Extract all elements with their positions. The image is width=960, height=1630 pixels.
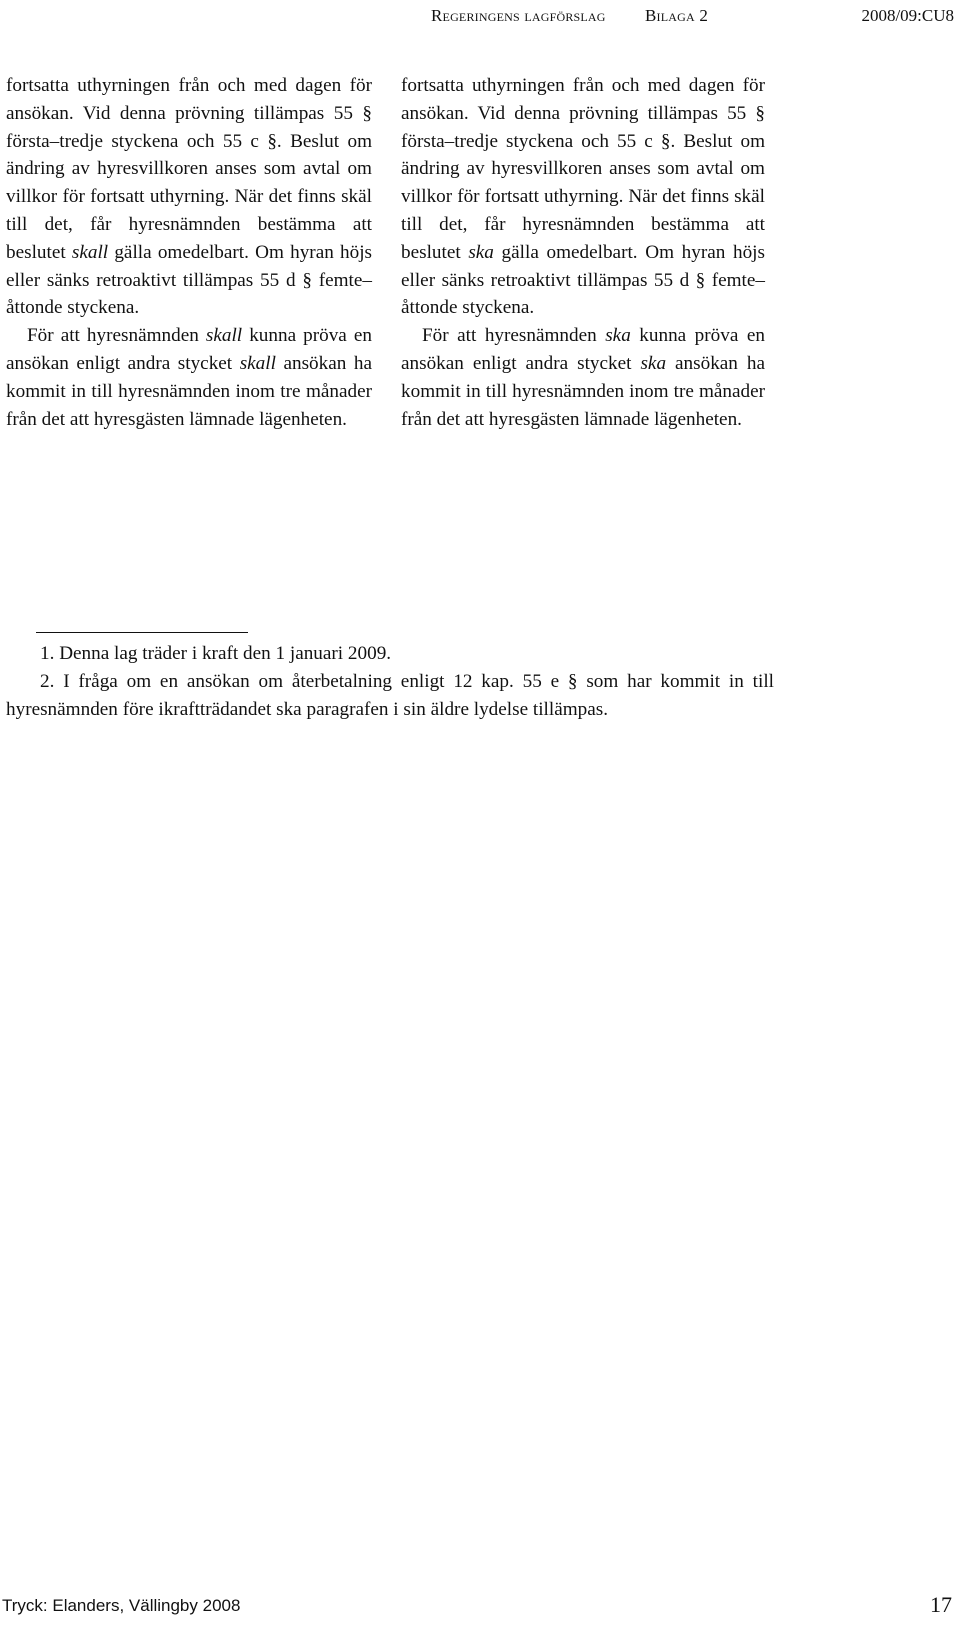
emphasis-text: ska [605,325,631,347]
transitional-provisions [6,640,774,723]
emphasis-text: skall [71,241,109,263]
current-wording-paragraph-2 [6,322,372,433]
proposed-wording-column [401,72,765,433]
text-run: ansökan ha kommit in till hyresnämnden inom tre månader från det att hyresgästen lämnade lägenheten. [6,352,372,430]
header-appendix: Bilaga 2 [645,6,709,25]
text-run: gälla omedelbart. Om hyran höjs eller sänks retroaktivt tillämpas 55 d § femte–åttonde styckena. [401,241,765,319]
transitional-item-2: 2. I fråga om en ansökan om återbetalning enligt 12 kap. 55 e § som har kommit in till hyresnämnden före ikraftträdandet ska paragrafen i sin äldre lydelse tillämpas. [6,670,774,720]
header-publication: Regeringens lagförslag [431,6,606,25]
text-run: För att hyresnämnden [27,325,206,347]
emphasis-text: skall [205,325,243,347]
current-wording-paragraph-1 [6,72,372,322]
emphasis-text: ska [468,241,494,263]
current-wording-column [6,72,372,433]
text-run: ansökan ha kommit in till hyresnämnden inom tre månader från det att hyresgästen lämnade lägenheten. [401,352,765,430]
page-header [0,6,960,34]
proposed-wording-paragraph-1 [401,72,765,322]
text-run: gälla omedelbart. Om hyran höjs eller sänks retroaktivt tillämpas 55 d § femte–åttonde styckena. [6,241,372,319]
printer-imprint: Tryck: Elanders, Vällingby 2008 [2,1596,241,1615]
page-number: 17 [930,1592,952,1617]
text-run: kunna pröva en ansökan enligt andra stycket [6,325,372,374]
proposed-wording-paragraph-2 [401,322,765,433]
text-run: fortsatta uthyrningen från och med dagen för ansökan. Vid denna prövning tillämpas 55 § första–tredje styckena och 55 c §. Beslut om ändring av hyresvillkoren anses som avtal om villkor för fortsatt uthyrning. När det finns skäl till det, får hyresnämnden bestämma att beslutet [401,75,765,263]
text-run: fortsatta uthyrningen från och med dagen för ansökan. Vid denna prövning tillämpas 55 § första–tredje styckena och 55 c §. Beslut om ändring av hyresvillkoren anses som avtal om villkor för fortsatt uthyrning. När det finns skäl till det, får hyresnämnden bestämma att beslutet [6,75,372,263]
emphasis-text: skall [239,352,276,374]
transitional-item-1: 1. Denna lag träder i kraft den 1 januari 2009. [40,643,392,664]
emphasis-text: ska [640,352,667,374]
section-divider [36,632,248,633]
text-run: kunna pröva en ansökan enligt andra stycket [401,325,765,374]
text-run: För att hyresnämnden [422,325,606,347]
header-document-id: 2008/09:CU8 [861,6,954,25]
